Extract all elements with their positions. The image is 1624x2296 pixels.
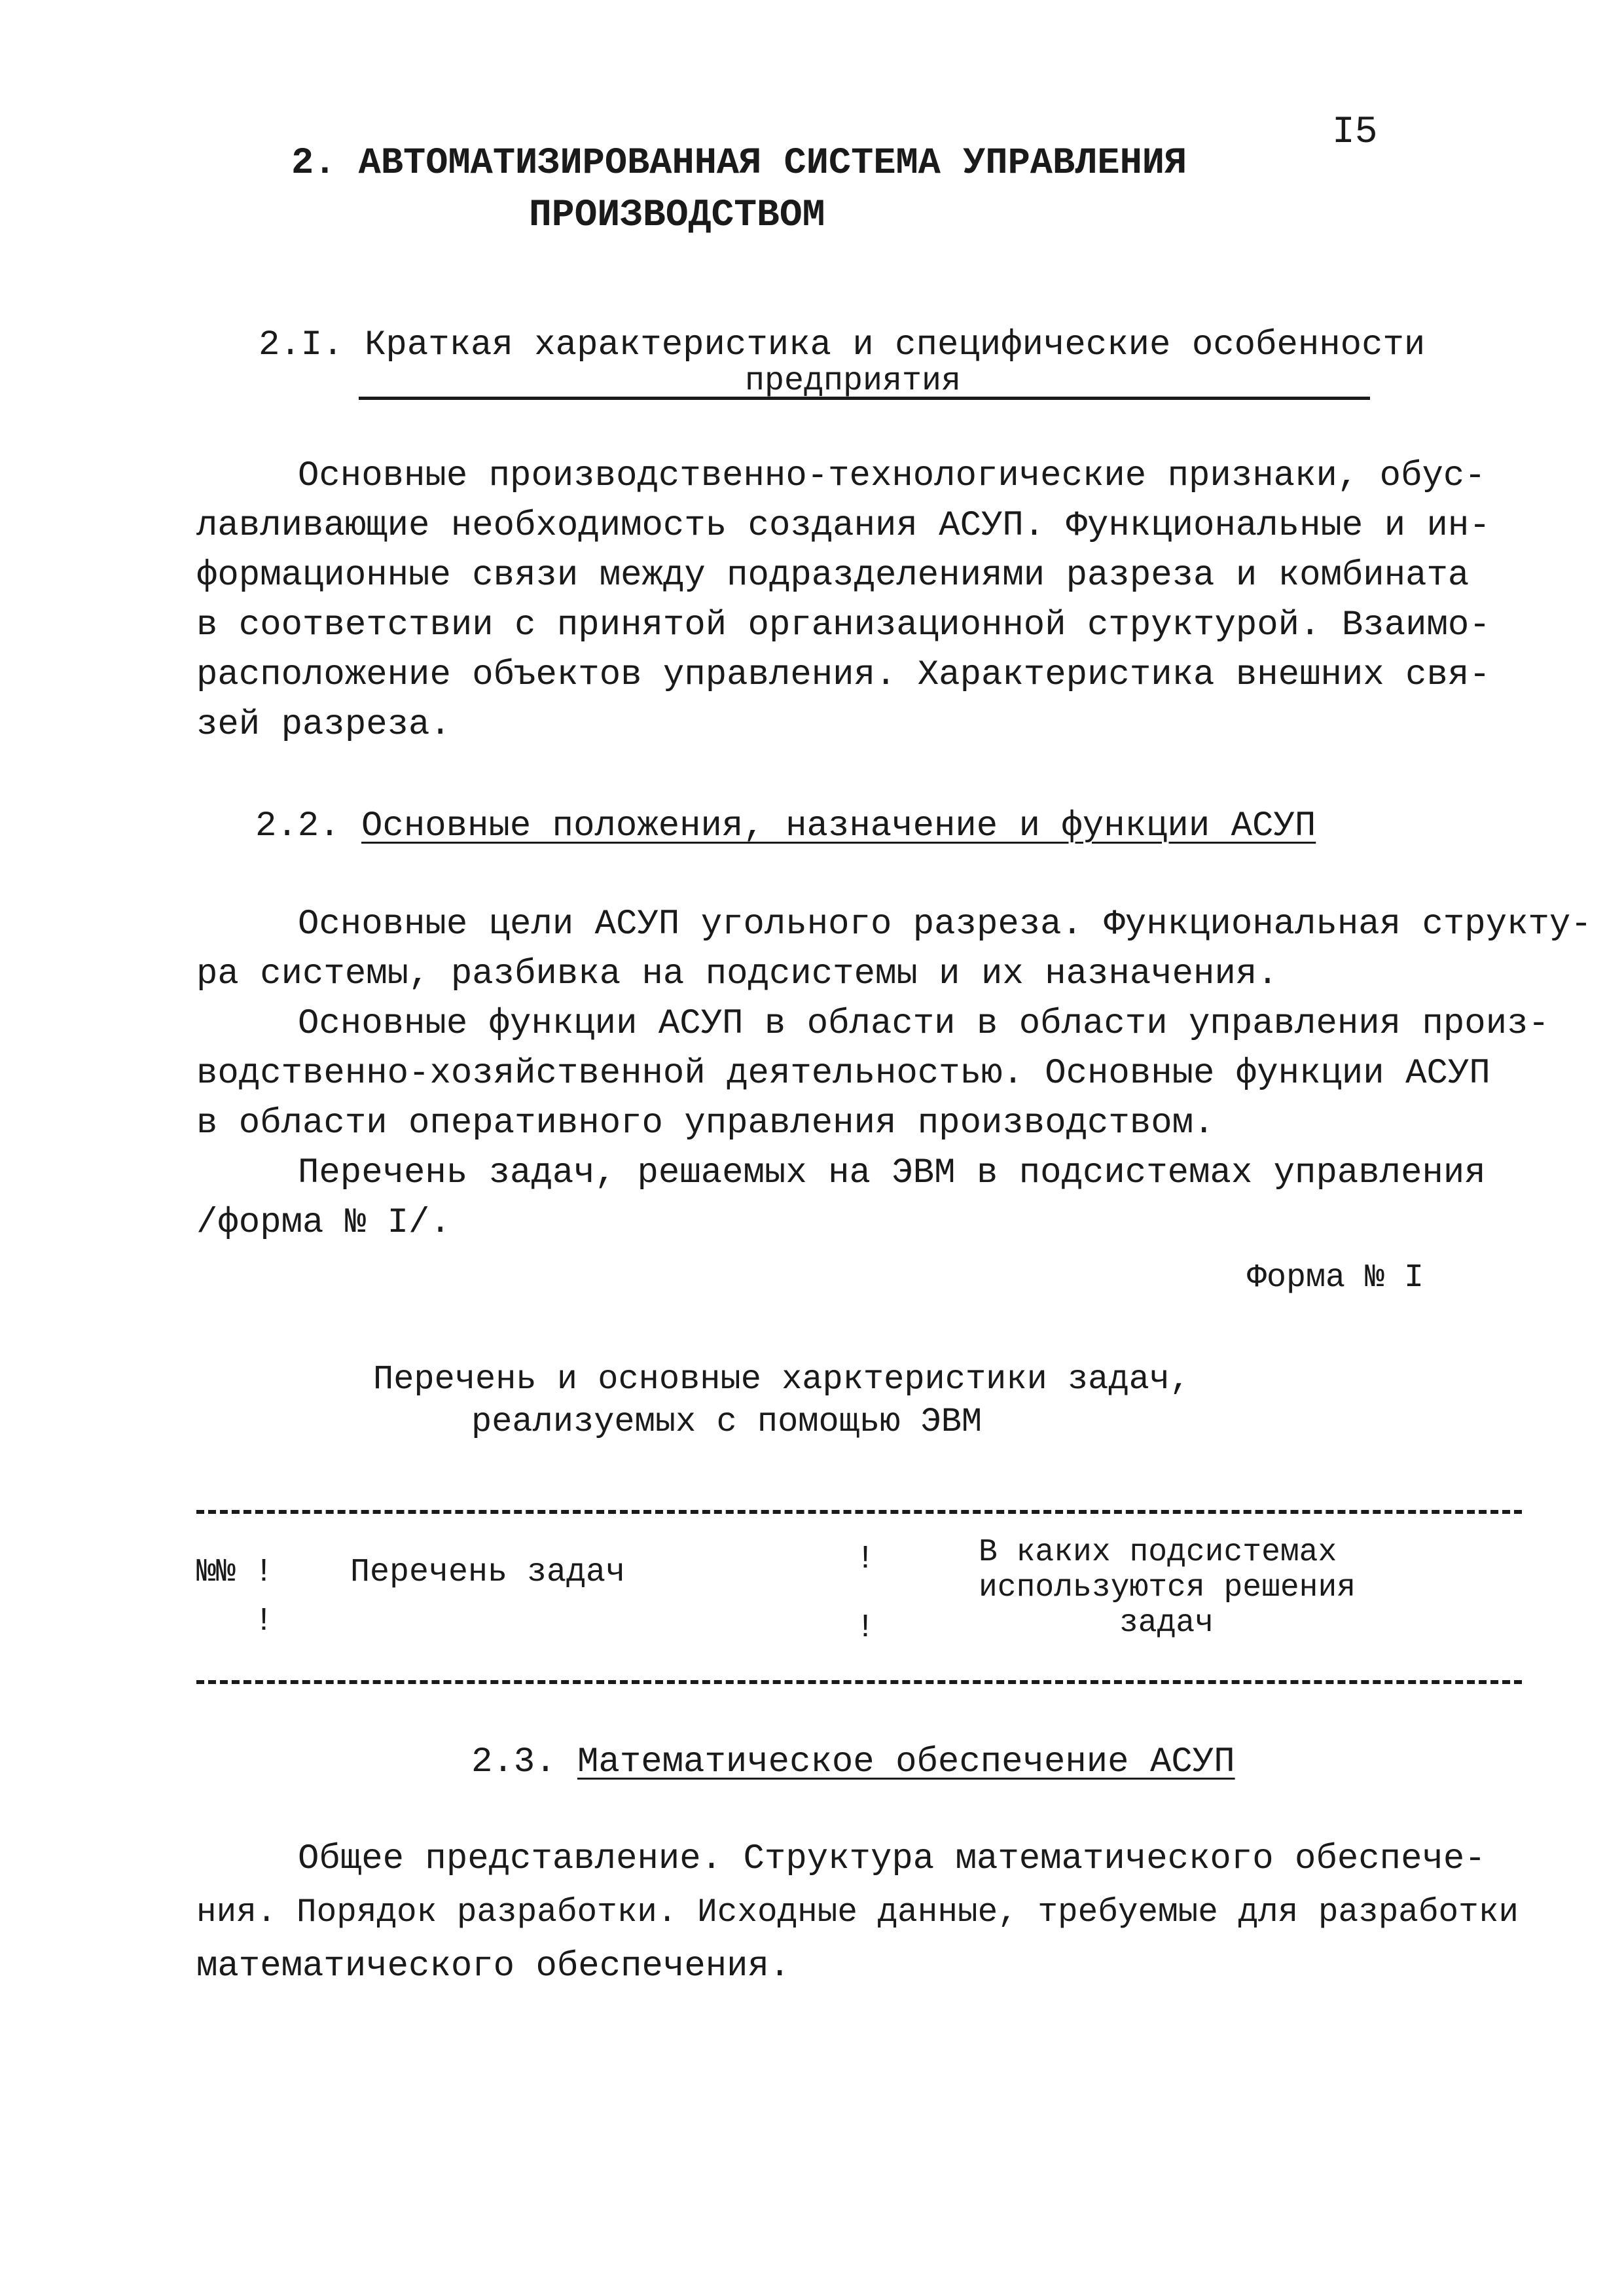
column-separator: ! [856, 1609, 876, 1647]
column-separator: ! [254, 1603, 274, 1640]
section-2-3-heading [471, 1738, 1235, 1787]
chapter-title-line1: 2. АВТОМАТИЗИРОВАННАЯ СИСТЕМА УПРАВЛЕНИЯ [291, 143, 1187, 185]
paragraph-line: в соответствии с принятой организационной структурой. Взаимо- [196, 605, 1490, 645]
paragraph-line: Общее представление. Структура математического обеспече- [298, 1839, 1486, 1879]
section-2-3-number: 2.3. [471, 1742, 556, 1782]
paragraph-line: лавливающие необходимость создания АСУП. Функциональные и ин- [196, 506, 1490, 546]
paragraph-line: в области оперативного управления производством. [196, 1103, 1215, 1143]
chapter-title-line2: ПРОИЗВОДСТВОМ [529, 194, 825, 237]
paragraph-line: зей разреза. [196, 705, 451, 745]
form-title-line1: Перечень и основные харктеристики задач, [373, 1360, 1191, 1399]
section-2-2-title: Основные положения, назначение и функции АСУП [361, 806, 1316, 846]
column-separator: ! [254, 1554, 274, 1591]
form-title-line2: реализуемых с помощью ЭВМ [471, 1403, 983, 1441]
paragraph-line: ния. Порядок разработки. Исходные данные, требуемые для разработки [196, 1894, 1519, 1931]
column-separator: ! [856, 1541, 876, 1578]
table-top-rule [196, 1510, 1522, 1514]
paragraph-line: математического обеспечения. [196, 1946, 791, 1986]
table-bottom-rule [196, 1680, 1522, 1684]
section-2-1-paragraph [196, 452, 1490, 750]
paragraph-line: формационные связи между подразделениями разреза и комбината [196, 556, 1470, 596]
column-number-header: №№ [196, 1554, 236, 1591]
paragraph-line: Основные цели АСУП угольного разреза. Функциональная структу- [298, 905, 1592, 944]
column-tasks-header: Перечень задач [350, 1554, 626, 1591]
paragraph-line: Основные функции АСУП в области в области управления произ- [298, 1004, 1549, 1044]
column-subsystems-header-line2: используются решения [979, 1570, 1356, 1605]
paragraph-line: водственно-хозяйственной деятельностью. Основные функции АСУП [196, 1054, 1490, 1094]
paragraph-line: Перечень задач, решаемых на ЭВМ в подсистемах управления [298, 1153, 1486, 1193]
page-number: I5 [1332, 111, 1378, 154]
paragraph-line: Основные производственно-технологические признаки, обус- [298, 456, 1486, 496]
section-2-2-number: 2.2. [255, 806, 340, 846]
section-2-3-paragraph [196, 1833, 1519, 1994]
form-label: Форма № I [1247, 1259, 1424, 1297]
section-2-2-body [196, 900, 1592, 1248]
column-subsystems-header-line1: В каких подсистемах [979, 1535, 1337, 1570]
section-2-3-title: Математическое обеспечение АСУП [577, 1742, 1235, 1782]
section-2-1-underline [359, 397, 1370, 400]
section-2-1-heading: 2.I. Краткая характеристика и специфические особенности [259, 325, 1426, 365]
paragraph-line: /форма № I/. [196, 1203, 451, 1243]
paragraph-line: расположение объектов управления. Характеристика внешних свя- [196, 655, 1490, 695]
column-subsystems-header-line3: задач [1119, 1605, 1214, 1641]
section-2-2-heading [255, 802, 1316, 852]
section-2-1-heading-cont: предприятия [745, 363, 962, 400]
paragraph-line: ра системы, разбивка на подсистемы и их назначения. [196, 954, 1278, 994]
